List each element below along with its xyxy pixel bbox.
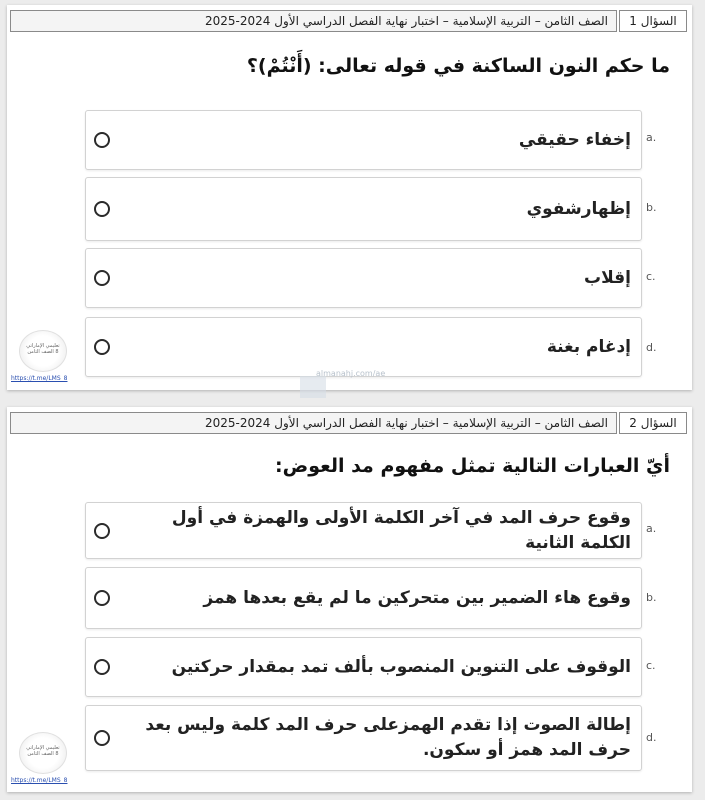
question-title: الصف الثامن – التربية الإسلامية – اختبار نهاية الفصل الدراسي الأول 2024-2025 [10, 10, 617, 32]
option-letter: d. [646, 341, 657, 354]
option-letter: a. [646, 131, 657, 144]
option-text: إدغام بغنة [546, 336, 631, 357]
question-text: ما حكم النون الساكنة في قوله تعالى: (أَنْتُمْ)؟ [246, 55, 670, 77]
radio-button-icon[interactable] [94, 523, 110, 539]
radio-button-icon[interactable] [94, 730, 110, 746]
question-card-2 [7, 407, 692, 792]
question-number: السؤال 2 [619, 412, 687, 434]
question-number: السؤال 1 [619, 10, 687, 32]
option-a[interactable] [85, 110, 642, 170]
radio-button-icon[interactable] [94, 270, 110, 286]
option-text: وقوع حرف المد في آخر الكلمة الأولى والهمزة في أول الكلمة الثانية [171, 507, 631, 553]
question-header [10, 10, 687, 32]
option-b[interactable] [85, 177, 642, 241]
school-logo-icon [19, 732, 67, 774]
question-card-1 [7, 5, 692, 390]
option-letter: c. [646, 270, 656, 283]
question-text: أيّ العبارات التالية تمثل مفهوم مد العوض: [275, 455, 670, 477]
radio-button-icon[interactable] [94, 659, 110, 675]
watermark-logo-icon [300, 376, 326, 398]
telegram-link[interactable]: https://t.me/LMS_8 [11, 777, 68, 784]
option-c[interactable] [85, 637, 642, 697]
logo-text: تعليمي الإماراتي 8 الصف الثامن [26, 343, 60, 355]
option-d[interactable] [85, 705, 642, 771]
radio-button-icon[interactable] [94, 132, 110, 148]
option-letter: b. [646, 201, 657, 214]
radio-button-icon[interactable] [94, 590, 110, 606]
watermark-text: almanahj.com/ae [316, 369, 386, 378]
option-text: إخفاء حقيقي [518, 129, 631, 150]
school-logo-icon [19, 330, 67, 372]
option-text: إطالة الصوت إذا تقدم الهمزعلى حرف المد كلمة وليس بعد حرف المد همز أو سكون. [145, 715, 631, 760]
option-letter: d. [646, 731, 657, 744]
option-text: وقوع هاء الضمير بين متحركين ما لم يقع بعدها همز [203, 587, 631, 608]
question-title: الصف الثامن – التربية الإسلامية – اختبار نهاية الفصل الدراسي الأول 2024-2025 [10, 412, 617, 434]
option-text: إظهارشفوي [526, 198, 631, 219]
option-a[interactable] [85, 502, 642, 559]
option-b[interactable] [85, 567, 642, 629]
option-letter: b. [646, 591, 657, 604]
option-text: إقلاب [584, 267, 631, 288]
logo-text: تعليمي الإماراتي 8 الصف الثامن [26, 745, 60, 757]
option-letter: c. [646, 659, 656, 672]
option-d[interactable] [85, 317, 642, 377]
telegram-link[interactable]: https://t.me/LMS_8 [11, 375, 68, 382]
option-c[interactable] [85, 248, 642, 308]
option-letter: a. [646, 522, 657, 535]
radio-button-icon[interactable] [94, 339, 110, 355]
radio-button-icon[interactable] [94, 201, 110, 217]
question-header [10, 412, 687, 434]
option-text: الوقوف على التنوين المنصوب بألف تمد بمقدار حركتين [171, 656, 631, 677]
